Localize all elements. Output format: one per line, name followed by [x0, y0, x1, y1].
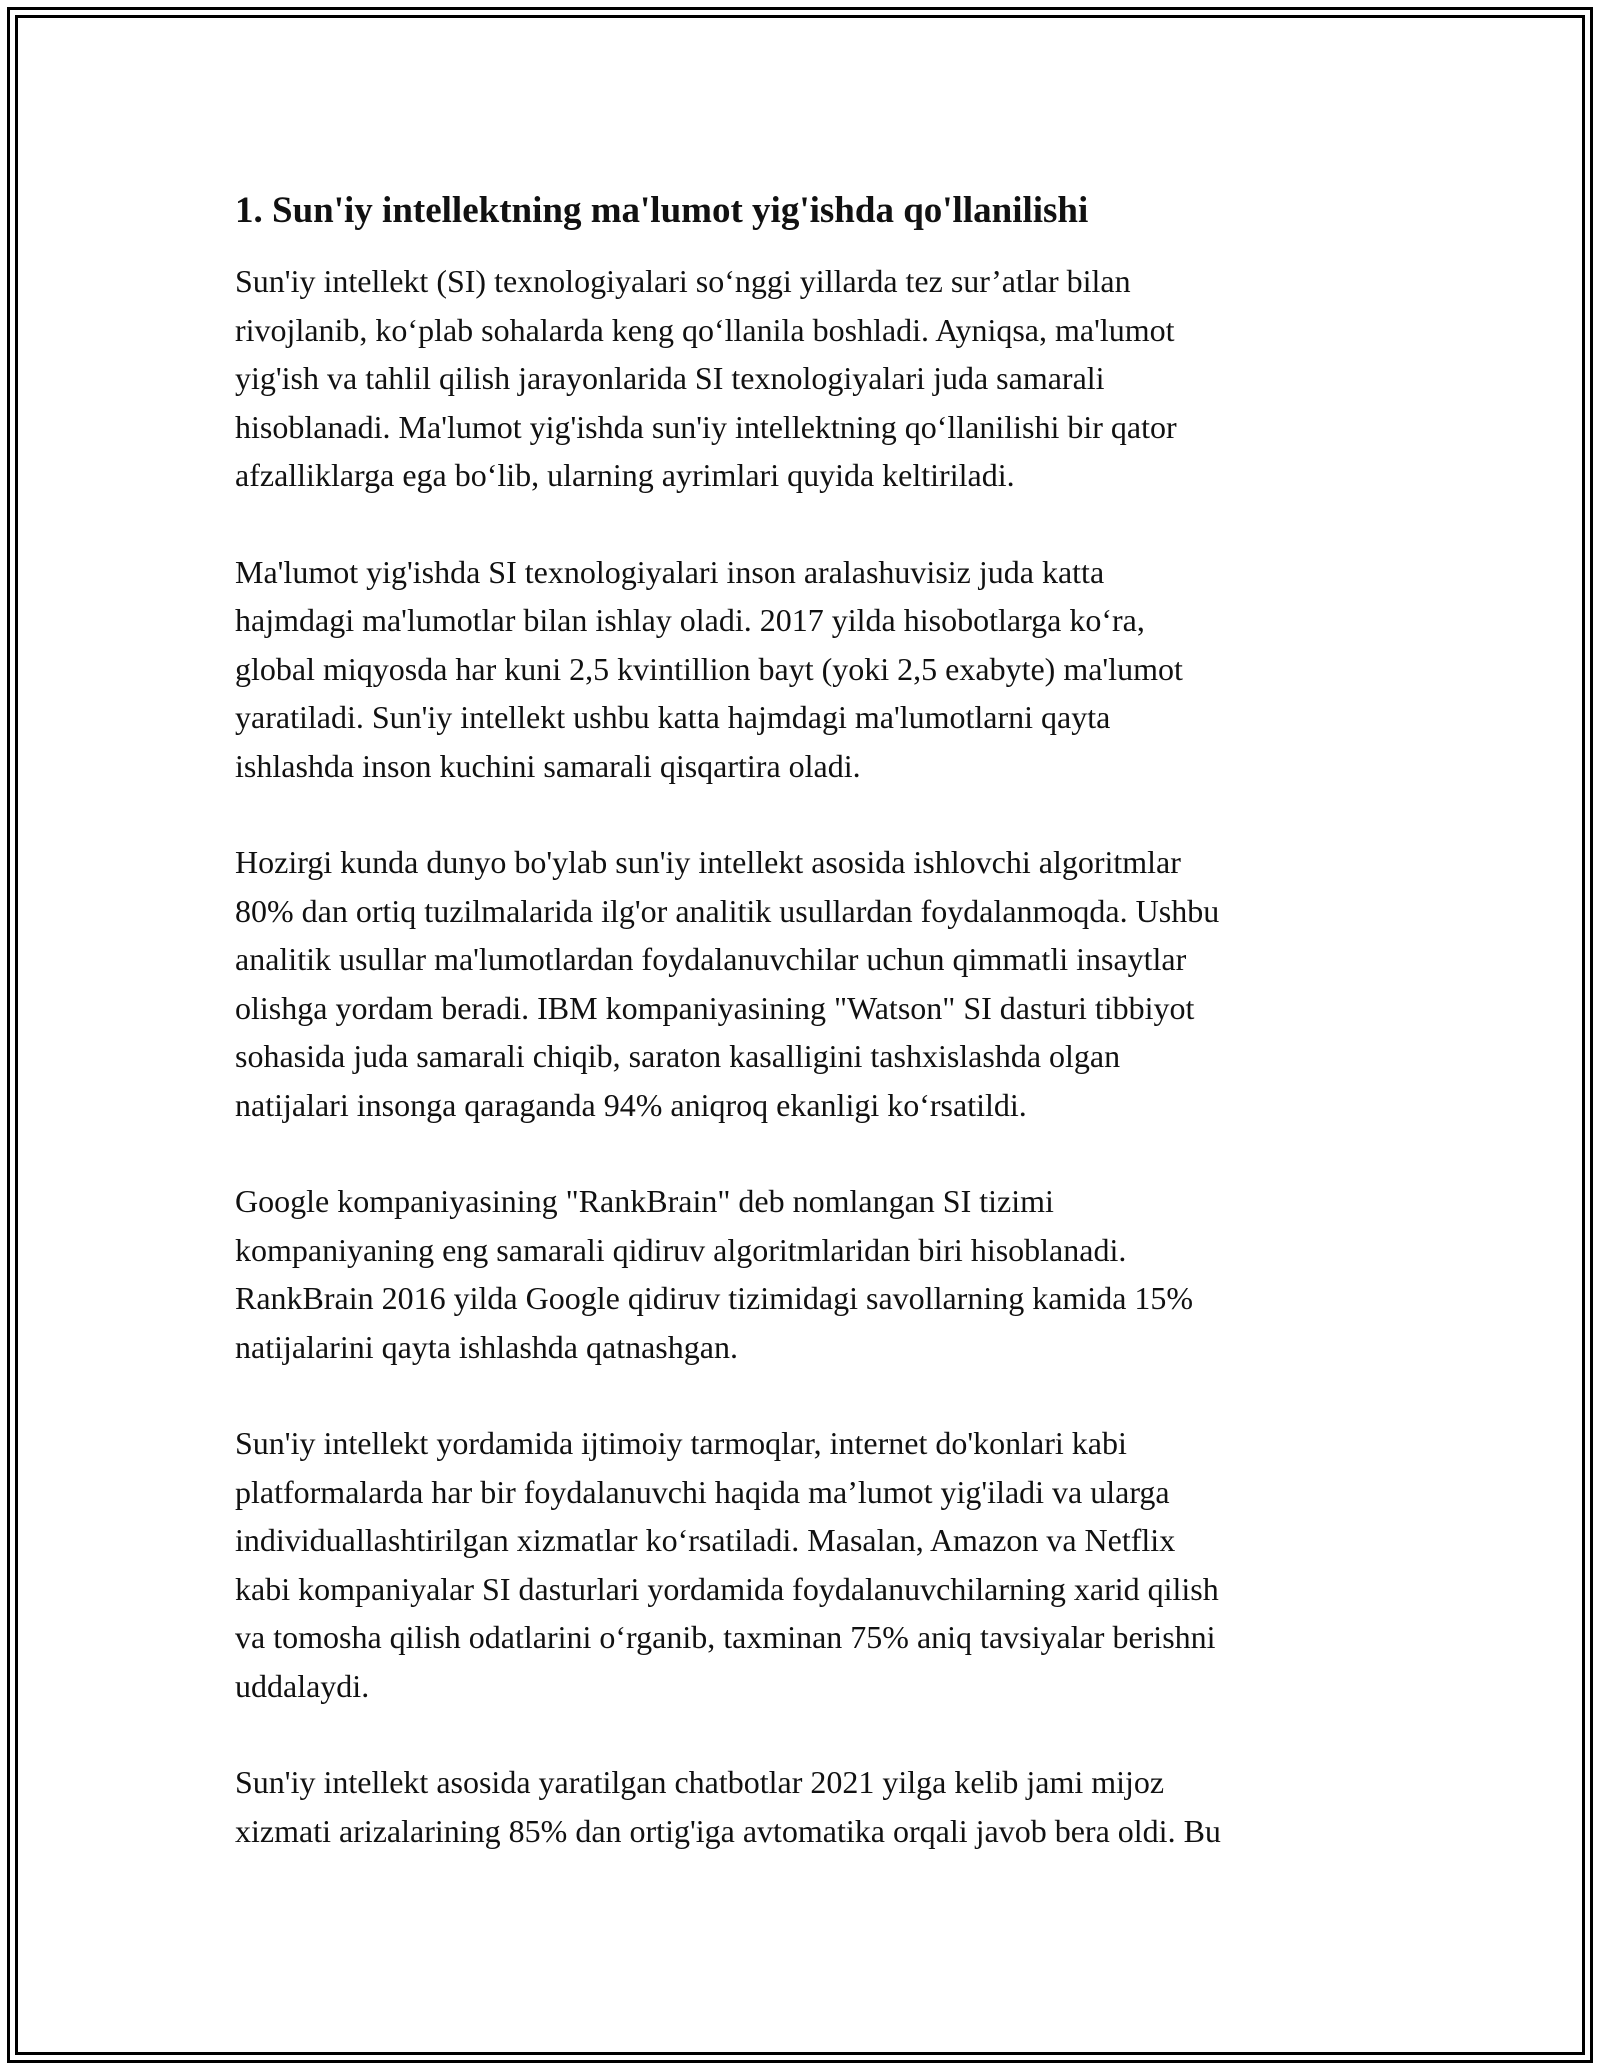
document-body [235, 185, 1375, 1903]
text-line: olishga yordam beradi. IBM kompaniyasining "Watson" SI dasturi tibbiyot [235, 989, 1195, 1026]
text-line: Ma'lumot yig'ishda SI texnologiyalari inson aralashuvisiz juda katta [235, 553, 1105, 590]
paragraph-rankbrain [235, 1177, 1375, 1371]
text-line: natijalari insonga qaraganda 94% aniqroq ekanligi ko‘rsatildi. [235, 1086, 1027, 1123]
text-line: global miqyosda har kuni 2,5 kvintillion bayt (yoki 2,5 exabyte) ma'lumot [235, 650, 1183, 687]
text-line: Sun'iy intellekt asosida yaratilgan chatbotlar 2021 yilga kelib jami mijoz [235, 1764, 1165, 1800]
text-line: kabi kompaniyalar SI dasturlari yordamida foydalanuvchilarning xarid qilish [235, 1570, 1219, 1607]
text-line: yig'ish va tahlil qilish jarayonlarida SI texnologiyalari juda samarali [235, 360, 1105, 396]
text-line: ishlashda inson kuchini samarali qisqartira oladi. [235, 747, 861, 784]
section-title: 1. Sun'iy intellektning ma'lumot yig'ishda qo'llanilishi [235, 190, 1089, 231]
text-line: hajmdagi ma'lumotlar bilan ishlay oladi. 2017 yilda hisobotlarga ko‘ra, [235, 602, 1145, 638]
text-line: afzalliklarga ega bo‘lib, ularning ayrimlari quyida keltiriladi. [235, 457, 1015, 493]
paragraph-analytics [235, 838, 1375, 1129]
text-line: Sun'iy intellekt (SI) texnologiyalari so‘nggi yillarda tez sur’atlar bilan [235, 263, 1131, 299]
text-line: yaratiladi. Sun'iy intellekt ushbu katta hajmdagi ma'lumotlarni qayta [235, 699, 1111, 735]
text-line: sohasida juda samarali chiqib, saraton kasalligini tashxislashda olgan [235, 1038, 1121, 1074]
text-line: platformalarda har bir foydalanuvchi haqida ma’lumot yig'iladi va ularga [235, 1473, 1170, 1510]
text-line: RankBrain 2016 yilda Google qidiruv tizimidagi savollarning kamida 15% [235, 1280, 1194, 1316]
text-line: rivojlanib, ko‘plab sohalarda keng qo‘llanila boshladi. Ayniqsa, ma'lumot [235, 311, 1175, 348]
text-line: individuallashtirilgan xizmatlar ko‘rsatiladi. Masalan, Amazon va Netflix [235, 1522, 1176, 1558]
text-line: xizmati arizalarining 85% dan ortig'iga avtomatika orqali javob bera oldi. Bu [235, 1812, 1221, 1849]
text-line: Google kompaniyasining "RankBrain" deb nomlangan SI tizimi [235, 1183, 1054, 1219]
paragraph-chatbots [235, 1758, 1375, 1855]
text-line: 80% dan ortiq tuzilmalarida ilg'or analitik usullardan foydalanmoqda. Ushbu [235, 892, 1220, 929]
paragraph-data-volume [235, 548, 1375, 791]
paragraph-personalization [235, 1419, 1375, 1710]
text-line: hisoblanadi. Ma'lumot yig'ishda sun'iy intellektning qo‘llanilishi bir qator [235, 408, 1177, 445]
text-line: Hozirgi kunda dunyo bo'ylab sun'iy intellekt asosida ishlovchi algoritmlar [235, 844, 1181, 880]
text-line: kompaniyaning eng samarali qidiruv algoritmlaridan biri hisoblanadi. [235, 1231, 1127, 1268]
text-line: va tomosha qilish odatlarini o‘rganib, taxminan 75% aniq tavsiyalar berishni [235, 1619, 1216, 1655]
text-line: analitik usullar ma'lumotlardan foydalanuvchilar uchun qimmatli insaytlar [235, 941, 1187, 977]
text-line: uddalaydi. [235, 1667, 370, 1704]
text-line: Sun'iy intellekt yordamida ijtimoiy tarmoqlar, internet do'konlari kabi [235, 1425, 1127, 1461]
text-line: natijalarini qayta ishlashda qatnashgan. [235, 1328, 738, 1365]
paragraph-intro [235, 257, 1375, 500]
